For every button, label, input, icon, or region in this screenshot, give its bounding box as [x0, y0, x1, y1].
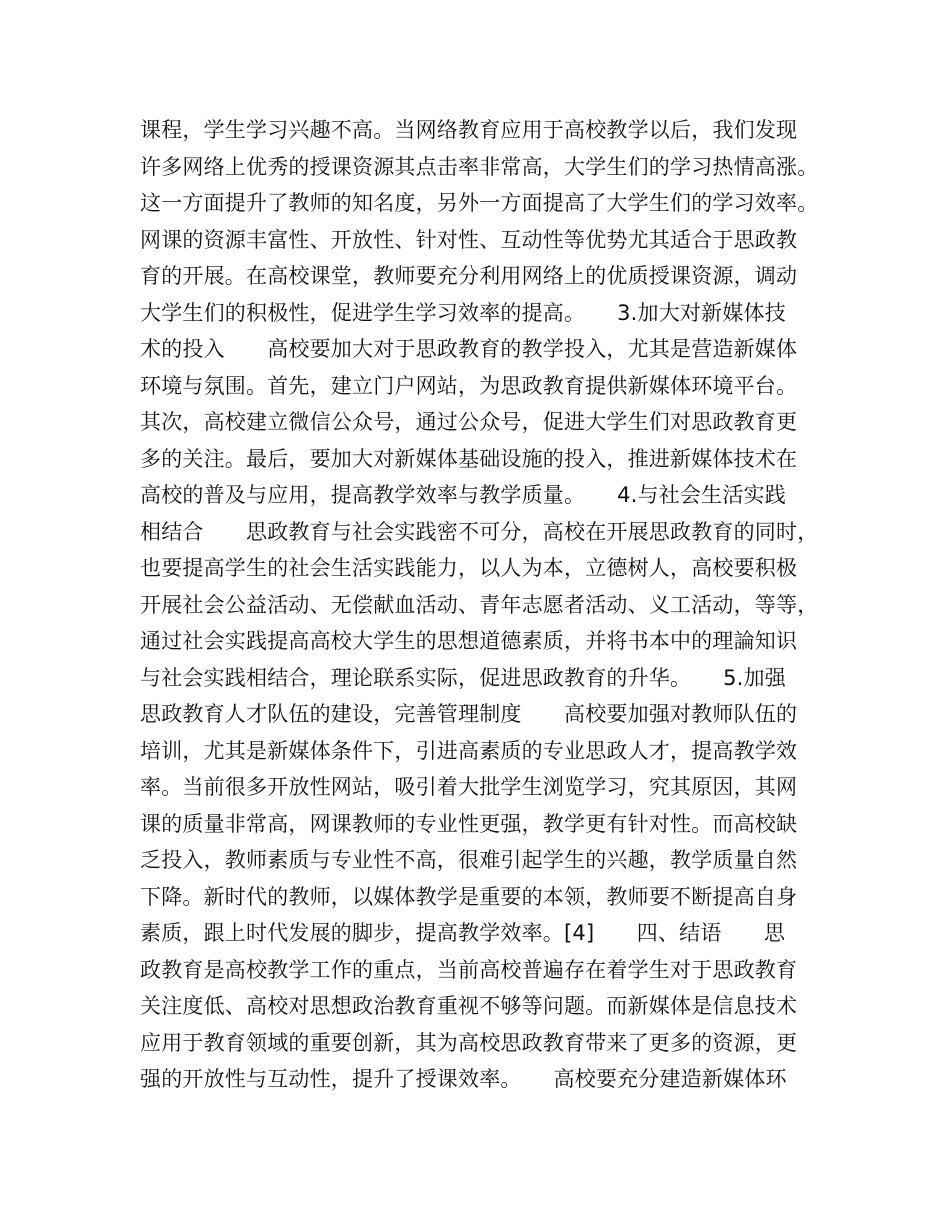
- text-line: 术的投入 高校要加大对于思政教育的教学投入，尤其是营造新媒体: [140, 337, 798, 361]
- text-line: 培训，尤其是新媒体条件下，引进高素质的专业思政人才，提高教学效: [140, 738, 798, 763]
- text-line: 其次，高校建立微信公众号，通过公众号，促进大学生们对思政教育更: [140, 410, 798, 434]
- text-line: 率。当前很多开放性网站，吸引着大批学生浏览学习，究其原因，其网: [140, 775, 798, 799]
- text-line: 相结合 思政教育与社会实践密不可分，高校在开展思政教育的同时，: [140, 519, 819, 544]
- text-line: 下降。新时代的教师，以媒体教学是重要的本领，教师要不断提高自身: [140, 884, 798, 909]
- text-line: 思政教育人才队伍的建设，完善管理制度 高校要加强对教师队伍的: [140, 702, 798, 726]
- text-line: 开展社会公益活动、无偿献血活动、青年志愿者活动、义工活动，等等，: [140, 592, 819, 617]
- text-line: 关注度低、高校对思想政治教育重视不够等问题。而新媒体是信息技术: [140, 994, 798, 1018]
- text-line: 课的质量非常高，网课教师的专业性更强，教学更有针对性。而高校缺: [140, 811, 798, 836]
- body-text: [140, 112, 830, 1098]
- text-line: 也要提高学生的社会生活实践能力，以人为本，立德树人，高校要积极: [140, 556, 798, 580]
- text-line: 乏投入，教师素质与专业性不高，很难引起学生的兴趣，教学质量自然: [140, 848, 798, 872]
- text-line: 这一方面提升了教师的知名度，另外一方面提高了大学生们的学习效率。: [140, 191, 819, 215]
- text-line: 大学生们的积极性，促进学生学习效率的提高。 3.加大对新媒体技: [140, 300, 786, 325]
- text-line: 政教育是高校教学工作的重点，当前高校普遍存在着学生对于思政教育: [140, 957, 798, 982]
- text-line: 网课的资源丰富性、开放性、针对性、互动性等优势尤其适合于思政教: [140, 227, 798, 252]
- text-line: 环境与氛围。首先，建立门户网站，为思政教育提供新媒体环境平台。: [140, 373, 798, 398]
- text-line: 多的关注。最后，要加大对新媒体基础设施的投入，推进新媒体技术在: [140, 446, 798, 471]
- text-line: 通过社会实践提高高校大学生的思想道德素质，并将书本中的理論知识: [140, 629, 798, 653]
- text-line: 许多网络上优秀的授课资源其点击率非常高，大学生们的学习热情高涨。: [140, 154, 819, 179]
- text-line: 育的开展。在高校课堂，教师要充分利用网络上的优质授课资源，调动: [140, 264, 798, 288]
- text-line: 应用于教育领域的重要创新，其为高校思政教育带来了更多的资源，更: [140, 1030, 798, 1055]
- text-line: 与社会实践相结合，理论联系实际，促进思政教育的升华。 5.加强: [140, 665, 786, 690]
- text-line: 强的开放性与互动性，提升了授课效率。 高校要充分建造新媒体环: [140, 1067, 787, 1091]
- text-line: 素质，跟上时代发展的脚步，提高教学效率。[4] 四、结语 思: [140, 921, 786, 945]
- text-line: 课程，学生学习兴趣不高。当网络教育应用于高校教学以后，我们发现: [140, 118, 798, 142]
- text-line: 高校的普及与应用，提高教学效率与教学质量。 4.与社会生活实践: [140, 483, 786, 507]
